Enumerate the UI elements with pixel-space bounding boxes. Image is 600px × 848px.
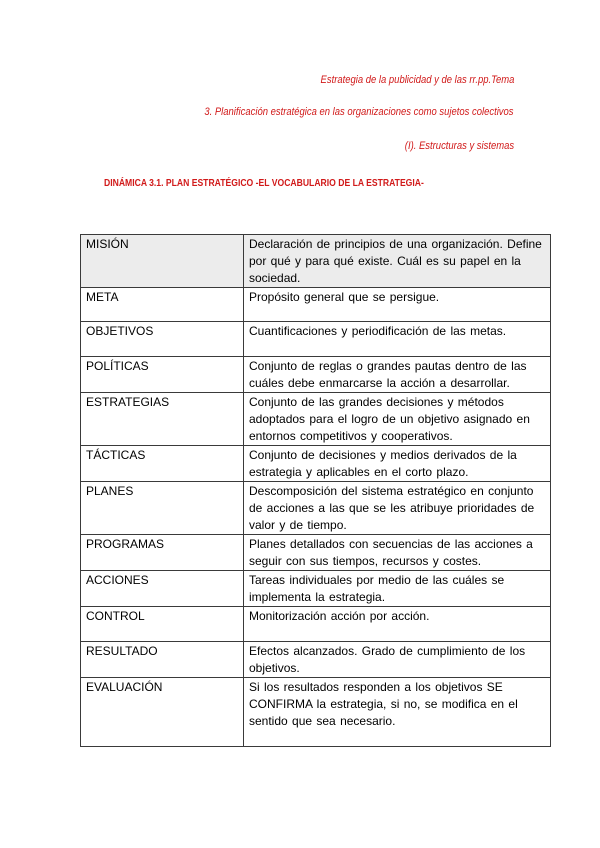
term-cell: CONTROL [81,607,244,642]
term-cell: TÁCTICAS [81,446,244,482]
definition-cell: Cuantificaciones y periodificación de las metas. [244,322,551,357]
table-row [81,288,551,322]
header-subtopic: (I). Estructuras y sistemas [404,140,514,152]
table-row [81,535,551,571]
definition-cell: Si los resultados responden a los objetivos SE CONFIRMA la estrategia, si no, se modifica en el sentido que sea necesario. [244,678,551,747]
term-cell: EVALUACIÓN [81,678,244,747]
table-row [81,235,551,288]
term-cell: ACCIONES [81,571,244,607]
term-cell: ESTRATEGIAS [81,393,244,446]
definition-cell: Propósito general que se persigue. [244,288,551,322]
definition-cell: Efectos alcanzados. Grado de cumplimiento de los objetivos. [244,642,551,678]
term-cell: POLÍTICAS [81,357,244,393]
table-row [81,446,551,482]
table-row [81,322,551,357]
table-row [81,393,551,446]
term-cell: PLANES [81,482,244,535]
table-row [81,642,551,678]
table-row [81,482,551,535]
term-cell: PROGRAMAS [81,535,244,571]
vocabulary-table [80,234,551,747]
definition-cell: Conjunto de reglas o grandes pautas dentro de las cuáles debe enmarcarse la acción a desarrollar. [244,357,551,393]
term-cell: RESULTADO [81,642,244,678]
definition-cell: Conjunto de decisiones y medios derivados de la estrategia y aplicables en el corto plazo. [244,446,551,482]
definition-cell: Descomposición del sistema estratégico en conjunto de acciones a las que se les atribuye prioridades de valor y de tiempo. [244,482,551,535]
definition-cell: Planes detallados con secuencias de las acciones a seguir con sus tiempos, recursos y costes. [244,535,551,571]
definition-cell: Monitorización acción por acción. [244,607,551,642]
definition-cell: Conjunto de las grandes decisiones y métodos adoptados para el logro de un objetivo asignado en entornos competitivos y cooperativos. [244,393,551,446]
header-course-title: Estrategia de la publicidad y de las rr.pp.Tema [320,74,514,86]
term-cell: META [81,288,244,322]
definition-cell: Tareas individuales por medio de las cuáles se implementa la estrategia. [244,571,551,607]
dynamic-title: DINÁMICA 3.1. PLAN ESTRATÉGICO -EL VOCABULARIO DE LA ESTRATEGIA- [104,177,424,189]
header-topic-title: 3. Planificación estratégica en las organizaciones como sujetos colectivos [204,106,514,118]
table-row [81,607,551,642]
term-cell: OBJETIVOS [81,322,244,357]
term-cell: MISIÓN [81,235,244,288]
definition-cell: Declaración de principios de una organización. Define por qué y para qué existe. Cuál es su papel en la sociedad. [244,235,551,288]
table-row [81,678,551,747]
table-row [81,357,551,393]
table-row [81,571,551,607]
